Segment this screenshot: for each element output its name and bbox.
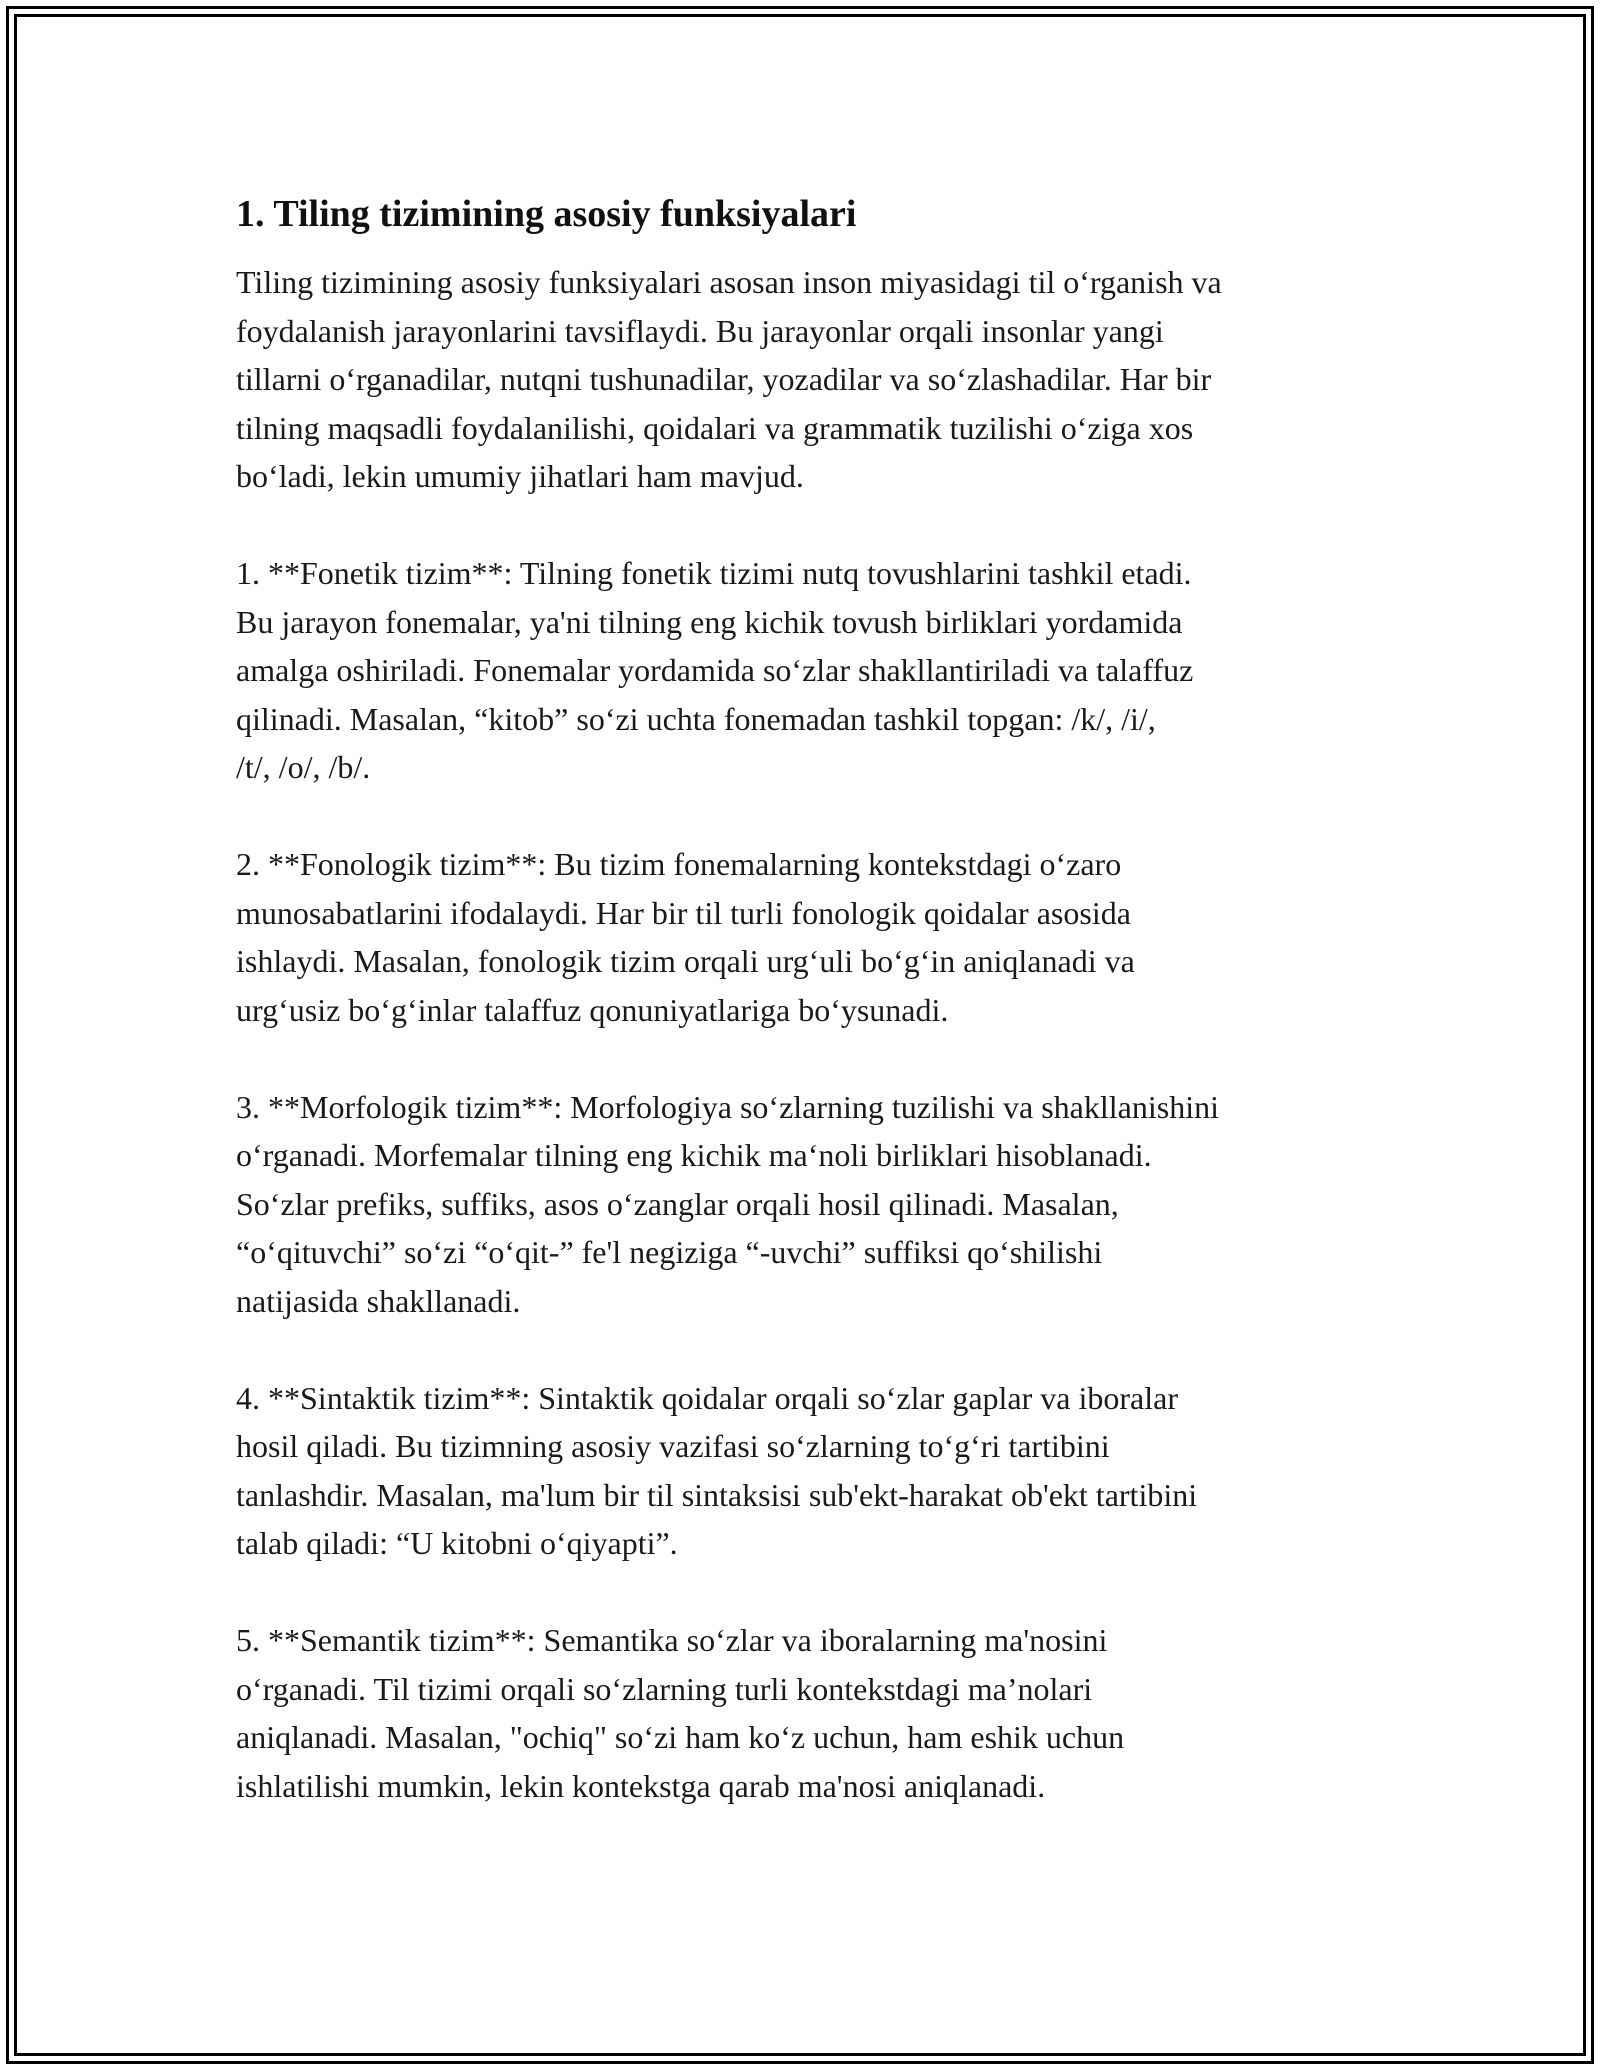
document-body: [236, 186, 1376, 1859]
paragraph-fonologik-tizim: 2. **Fonologik tizim**: Bu tizim fonemalarning kontekstdagi o‘zaro munosabatlarini ifodalaydi. Har bir til turli fonologik qoidalar asosida ishlaydi. Masalan, fonologik tizim orqali urg‘uli bo‘g‘in aniqlanadi va urg‘usiz bo‘g‘inlar talaffuz qonuniyatlariga bo‘ysunadi.: [236, 846, 1135, 1028]
section-heading: 1. Tiling tizimining asosiy funksiyalari: [236, 193, 857, 235]
paragraph-morfologik-tizim: 3. **Morfologik tizim**: Morfologiya so‘zlarning tuzilishi va shakllanishini o‘rganadi. Morfemalar tilning eng kichik ma‘noli birliklari hisoblanadi. So‘zlar prefiks, suffiks, asos o‘zanglar orqali hosil qilinadi. Masalan, “o‘qituvchi” so‘zi “o‘qit-” fe'l negiziga “-uvchi” suffiksi qo‘shilishi natijasida shakllanadi.: [236, 1088, 1219, 1319]
paragraph-sintaktik-tizim: 4. **Sintaktik tizim**: Sintaktik qoidalar orqali so‘zlar gaplar va iboralar hosil qiladi. Bu tizimning asosiy vazifasi so‘zlarning to‘g‘ri tartibini tanlashdir. Masalan, ma'lum bir til sintaksisi sub'ekt-harakat ob'ekt tartibini talab qiladi: “U kitobni o‘qiyapti”.: [236, 1379, 1198, 1561]
intro-paragraph: Tiling tizimining asosiy funksiyalari asosan inson miyasidagi til o‘rganish va foydalanish jarayonlarini tavsiflaydi. Bu jarayonlar orqali insonlar yangi tillarni o‘rganadilar, nutqni tushunadilar, yozadilar va so‘zlashadilar. Har bir tilning maqsadli foydalanilishi, qoidalari va grammatik tuzilishi o‘ziga xos bo‘ladi, lekin umumiy jihatlari ham mavjud.: [236, 264, 1222, 494]
paragraph-semantik-tizim: 5. **Semantik tizim**: Semantika so‘zlar va iboralarning ma'nosini o‘rganadi. Til tizimi orqali so‘zlarning turli kontekstdagi ma’nolari aniqlanadi. Masalan, "ochiq" so‘zi ham ko‘z uchun, ham eshik uchun ishlatilishi mumkin, lekin kontekstga qarab ma'nosi aniqlanadi.: [236, 1622, 1125, 1804]
paragraph-fonetik-tizim: 1. **Fonetik tizim**: Tilning fonetik tizimi nutq tovushlarini tashkil etadi. Bu jarayon fonemalar, ya'ni tilning eng kichik tovush birliklari yordamida amalga oshiriladi. Fonemalar yordamida so‘zlar shakllantiriladi va talaffuz qilinadi. Masalan, “kitob” so‘zi uchta fonemadan tashkil topgan: /k/, /i/, /t/, /o/, /b/.: [236, 555, 1194, 785]
